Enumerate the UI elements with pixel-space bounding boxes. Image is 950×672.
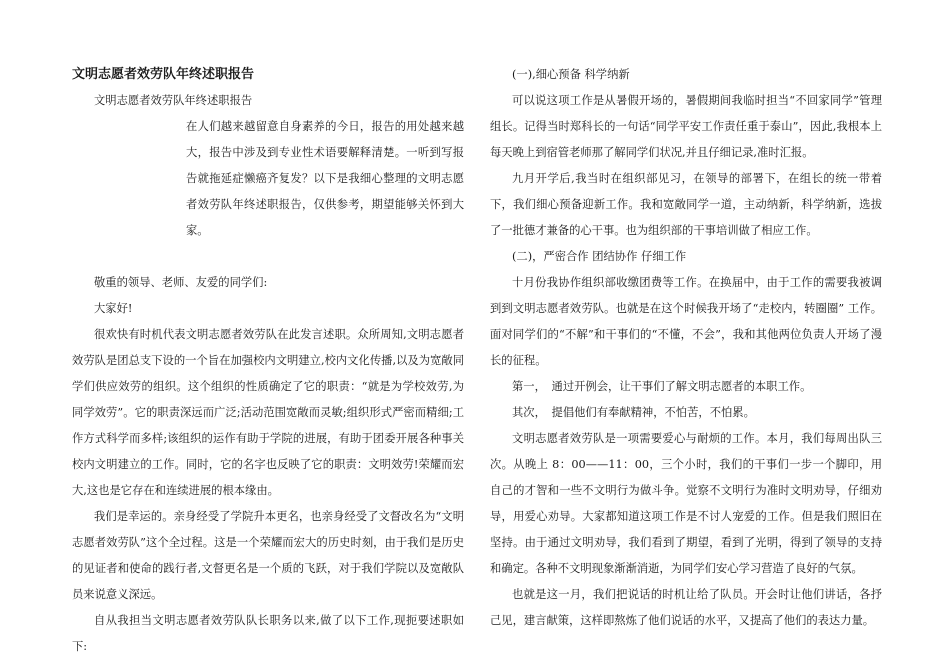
section-heading: (一),细心预备 科学纳新 <box>512 68 630 81</box>
body-paragraph: 也就是这一月，我们把说话的时机让给了队员。开会时让他们讲话，各抒己见，建言献策，这样即熬炼了他们说话的水平，又提高了他们的表达力量。 <box>490 588 882 627</box>
body-paragraph: 自从我担当文明志愿者效劳队队长职务以来,做了以下工作,现扼要述职如下: <box>72 614 464 653</box>
body-paragraph: 十月份我协作组织部收缴团费等工作。在换届中，由于工作的需要我被调到到文明志愿者效劳队。也就是在这个时候我开场了“走校内，转圈圈” 工作。面对同学们的“不解”和干事们的“不懂，不会”，我和其他两位负责人开场了漫长的征程。 <box>490 276 882 367</box>
section-heading: (二)，严密合作 团结协作 仔细工作 <box>512 250 687 263</box>
left-column <box>72 62 464 660</box>
body-paragraph: 第一， 通过开例会，让干事们了解文明志愿者的本职工作。 <box>512 380 812 393</box>
body-paragraph: 很欢快有时机代表文明志愿者效劳队在此发言述职。众所周知,文明志愿者效劳队是团总支下设的一个旨在加强校内文明建立,校内文化传播,以及为宽敞同学们供应效劳的组织。这个组织的性质确定了它的职责：“就是为学校效劳,为同学效劳”。它的职责深远而广泛;活动范围宽敞而灵敏;组织形式严密而精细;工作方式科学而多样;该组织的运作有助于学院的进展，有助于团委开展各种事关校内文明建立的工作。同时，它的名字也反映了它的职责：文明效劳!荣耀而宏大,这也是它存在和连续进展的根本缘由。 <box>72 328 464 497</box>
body-paragraph: 九月开学后,我当时在组织部见习，在领导的部署下，在组长的统一带着下，我们细心预备迎新工作。我和宽敞同学一道，主动纳新，科学纳新，选拔了一批德才兼备的心干事。也为组织部的干事培训做了相应工作。 <box>490 172 882 237</box>
salutation: 敬重的领导、老师、友爱的同学们: <box>94 276 268 289</box>
body-paragraph: 我们是幸运的。亲身经受了学院升本更名，也亲身经受了文督改名为“文明志愿者效劳队”这个全过程。这是一个荣耀而宏大的历史时刻，由于我们是历史的见证者和使命的践行者,文督更名是一个质的飞跃，对于我们学院以及宽敞队员来说意义深远。 <box>72 510 464 601</box>
intro-paragraph: 在人们越来越留意自身素养的今日，报告的用处越来越大，报告中涉及到专业性术语要解释清楚。一听到写报告就拖延症懒癌齐复发？以下是我细心整理的文明志愿者效劳队年终述职报告，仅供参考，期望能够关怀到大家。 <box>186 120 464 237</box>
right-column <box>490 62 882 634</box>
blank-line <box>72 244 464 270</box>
subtitle-paragraph: 文明志愿者效劳队年终述职报告 <box>94 94 253 107</box>
document-title: 文明志愿者效劳队年终述职报告 <box>72 67 255 82</box>
body-paragraph: 文明志愿者效劳队是一项需要爱心与耐烦的工作。本月，我们每周出队三次。从晚上 8：00——11：00，三个小时，我们的干事们一步一个脚印，用自己的才智和一些不文明行为做斗争。觉察不文明行为准时文明劝导，仔细劝导，用爱心劝导。大家都知道这项工作是不讨人宠爱的工作。但是我们照旧在坚持。由于通过文明劝导，我们看到了期望，看到了光明，得到了领导的支持和确定。各种不文明现象渐渐消逝，为同学们安心学习营造了良好的气氛。 <box>490 432 882 575</box>
greeting: 大家好! <box>94 302 133 315</box>
body-paragraph: 可以说这项工作是从暑假开场的，暑假期间我临时担当“不回家同学”管理组长。记得当时郑科长的一句话“同学平安工作责任重于泰山”，因此,我根本上每天晚上到宿管老师那了解同学们状况,并且仔细记录,准时汇报。 <box>490 94 882 159</box>
body-paragraph: 其次， 提倡他们有奉献精神，不怕苦，不怕累。 <box>512 406 755 419</box>
